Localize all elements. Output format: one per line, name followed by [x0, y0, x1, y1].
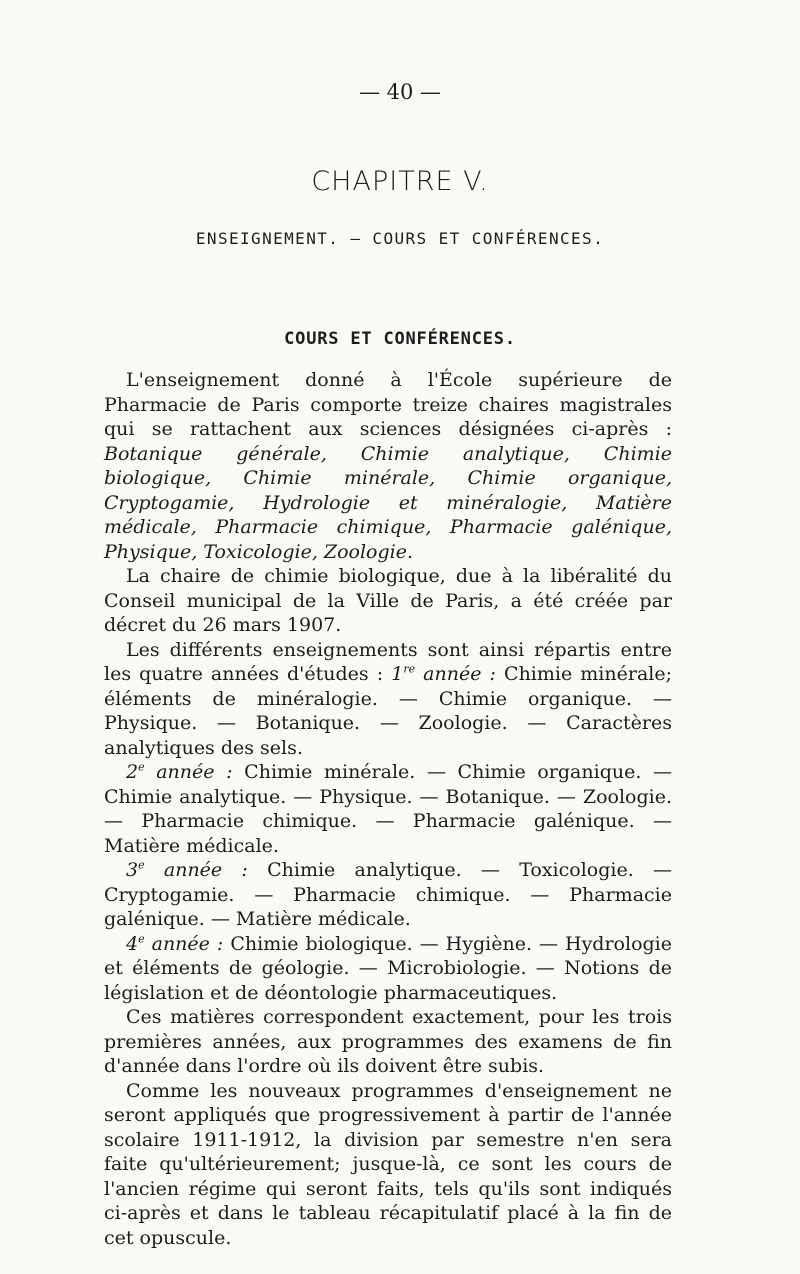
year-3-label: 3e année : — [126, 858, 248, 881]
page-number: — 40 — — [358, 80, 442, 104]
year-3-subjects: Chimie analytique. — Toxicologie. — Cryptogamie. — Pharmacie chimique. — Pharmacie galénique. — Matière médicale. — [104, 859, 673, 930]
body-text — [104, 368, 672, 1250]
year-2-label: 2e année : — [126, 760, 233, 783]
paragraph-year-3 — [104, 858, 672, 932]
chapter-subtitle: ENSEIGNEMENT. — COURS ET CONFÉRENCES. — [195, 229, 605, 248]
paragraph-year-1 — [104, 638, 672, 761]
year-2-subjects: Chimie minérale. — Chimie organique. — Chimie analytique. — Physique. — Botanique. — Zoologie. — Pharmacie chimique. — Pharmacie galénique. — Matière médicale. — [104, 761, 672, 857]
paragraph-chaire: La chaire de chimie biologique, due à la libéralité du Conseil municipal de la Ville de Paris, a été créée par décret du 26 mars 1907. — [104, 565, 672, 636]
paragraph-year-2 — [104, 760, 672, 858]
year-4-label: 4e année : — [126, 932, 224, 955]
year-1-label: 1re année : — [391, 662, 496, 685]
paragraph-year-4 — [104, 932, 672, 1006]
distribution-intro: Les différents enseignements sont ainsi répartis entre les quatre années d'études : — [104, 638, 672, 685]
section-heading: COURS ET CONFÉRENCES. — [284, 329, 516, 349]
paragraph-intro — [104, 368, 672, 564]
paragraph-correspondance: Ces matières correspondent exactement, pour les trois premières années, aux programmes des examens de fin d'année dans l'ordre où ils doivent être subis. — [104, 1006, 672, 1077]
intro-text: L'enseignement donné à l'École supérieure de Pharmacie de Paris comporte treize chaires magistrales qui se rattachent aux sciences désignées ci-après : — [104, 369, 672, 440]
year-4-subjects: Chimie biologique. — Hygiène. — Hydrologie et éléments de géologie. — Microbiologie. — Notions de législation et de déontologie pharmaceutiques. — [104, 932, 672, 1004]
chapter-title: CHAPITRE V. — [311, 166, 489, 197]
paragraph-programmes: Comme les nouveaux programmes d'enseignement ne seront appliqués que progressivement à partir de l'année scolaire 1911-1912, la division par semestre n'en sera faite qu'ultérieurement; jusque-là, ce sont les cours de l'ancien régime qui seront faits, tels qu'ils sont indiqués ci-après et dans le tableau récapitulatif placé à la fin de cet opuscule. — [104, 1079, 672, 1249]
year-1-subjects: Chimie minérale; éléments de minéralogie. — Chimie organique. — Physique. — Botanique. — Zoologie. — Caractères analytiques des sels. — [104, 663, 672, 759]
subject-list: Botanique générale, Chimie analytique, Chimie biologique, Chimie minérale, Chimie organique, Cryptogamie, Hydrologie et minéralogie, Matière médicale, Pharmacie chimique, Pharmacie galénique, Physique, Toxicologie, Zoologie. — [104, 442, 672, 563]
